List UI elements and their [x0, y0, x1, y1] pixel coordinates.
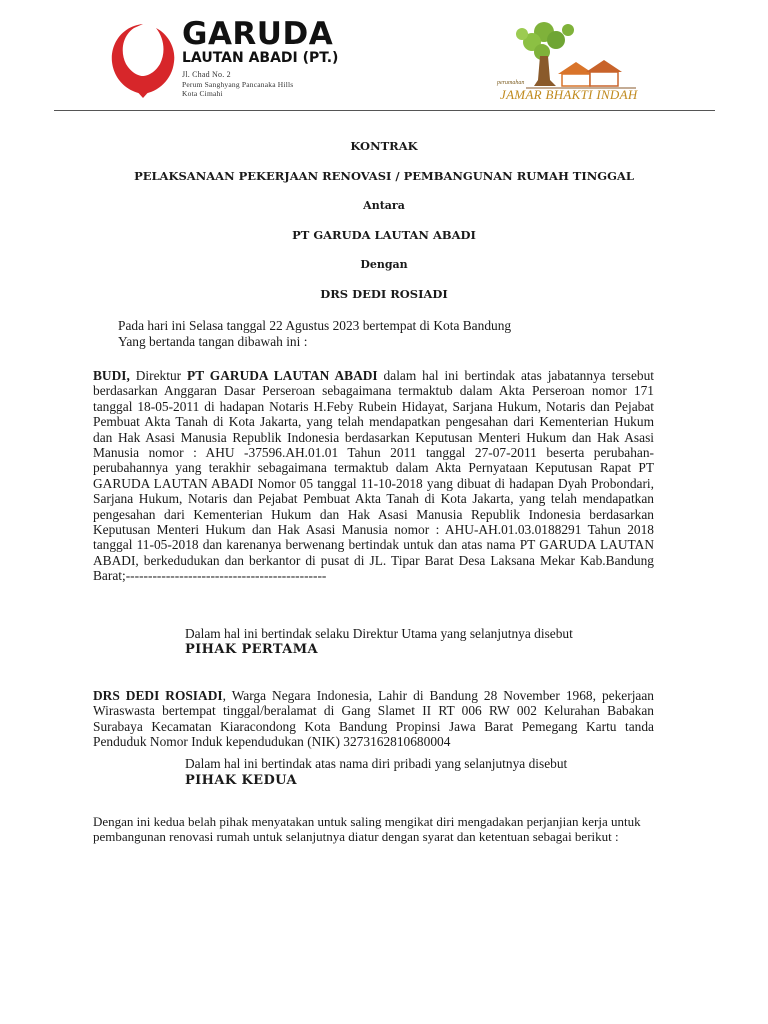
party-one-pre: Direktur [129, 368, 188, 383]
document-subject: PELAKSANAAN PEKERJAAN RENOVASI / PEMBANGUNAN RUMAH TINGGAL [134, 169, 634, 183]
intro-line: Yang bertanda tangan dibawah ini : [118, 334, 308, 349]
party-two-title: DRS DEDI ROSIADI [320, 287, 448, 301]
party-two-name: DRS DEDI ROSIADI [93, 688, 223, 703]
closing-paragraph: Dengan ini kedua belah pihak menyatakan untuk saling mengikat diri mengadakan perjanjian kerja untuk pembangunan renovasi rumah untuk selanjutnya diatur dengan syarat dan ketentuan sebagai berikut : [93, 814, 641, 845]
party-one-name: BUDI, [93, 368, 130, 383]
pihak-pertama-label: PIHAK PERTAMA [185, 642, 319, 657]
party-one-paragraph [93, 368, 654, 584]
antara-label: Antara [363, 199, 405, 212]
document-title: KONTRAK [350, 139, 418, 153]
party-one-title: PT GARUDA LAUTAN ABADI [292, 228, 476, 242]
dengan-label: Dengan [360, 258, 408, 271]
intro-line: Pada hari ini Selasa tanggal 22 Agustus 2023 bertempat di Kota Bandung [118, 318, 512, 333]
partner-name: JAMAR BHAKTI INDAH [500, 87, 638, 102]
header-divider [54, 110, 715, 111]
garuda-logo [104, 18, 182, 100]
partner-prefix: perumahan [497, 80, 525, 86]
pihak-kedua-label: PIHAK KEDUA [185, 773, 297, 788]
address-line: Jl. Chad No. 2 [182, 70, 231, 79]
party-two-paragraph [93, 688, 654, 750]
party-two-role: Dalam hal ini bertindak atas nama diri pribadi yang selanjutnya disebut [185, 756, 568, 771]
party-two-text: , Warga Negara Indonesia, Lahir di Bandung 28 November 1968, pekerjaan Wiraswasta bertempat tinggal/beralamat di Gang Slamet II RT 006 RW 002 Kelurahan Babakan Surabaya Kecamatan Kiaracondong Kota Bandung Propinsi Jawa Barat Pemegang Kartu tanda Penduduk Nomor Induk kependudukan (NIK) 3273162810680004 [93, 688, 654, 750]
company-subtitle: LAUTAN ABADI (PT.) [182, 50, 339, 66]
company-address [182, 70, 293, 99]
address-line: Kota Cimahi [182, 89, 223, 98]
party-one-text: dalam hal ini bertindak atas jabatannya tersebut berdasarkan Anggaran Dasar Perseroan sebagaimana termaktub dalam Akta Perseroan nomor 171 tanggal 18-05-2011 di hadapan Notaris H.Feby Rubein Hidayat, Sarjana Hukum, Notaris dan Pejabat Pembuat Akta Tanah di Kota Jakarta, yang telah mendapatkan pengesahan dari Kementerian Hukum dan Hak Asasi Manusia Republik Indonesia berdasarkan Keputusan Menteri Hukum dan Hak Asasi Manusia nomor : AHU -37596.AH.01.01 Tahun 2011 tanggal 27-07-2011 beserta perubahan-perubahannya yang terakhir sebagaimana termaktub dalam Akta Pernyataan Keputusan Rapat PT GARUDA LAUTAN ABADI Nomor 05 tanggal 11-10-2018 yang dibuat di hadapan Dyah Probondari, Sarjana Hukum, Notaris dan Pejabat Pembuat Akta Tanah di Kota Jakarta, yang telah mendapatkan pengesahan dari Kementerian Hukum dan Hak Asasi Manusia Republik Indonesia berdasarkan Keputusan Menteri Hukum dan Hak Asasi Manusia nomor : AHU-AH.01.03.0188291 Tahun 2018 tanggal 11-05-2018 dan karenanya berwenang bertindak untuk dan atas nama PT GARUDA LAUTAN ABADI, berkedudukan dan berkantor di pusat di JL. Tipar Barat Desa Laksana Mekar Kab.Bandung Barat;--------------------------------------------- [93, 368, 655, 584]
company-name: GARUDA [182, 16, 334, 52]
party-one-company: PT GARUDA LAUTAN ABADI [187, 368, 378, 383]
party-one-role: Dalam hal ini bertindak selaku Direktur Utama yang selanjutnya disebut [185, 626, 573, 641]
address-line: Perum Sanghyang Pancanaka Hills [182, 79, 294, 89]
